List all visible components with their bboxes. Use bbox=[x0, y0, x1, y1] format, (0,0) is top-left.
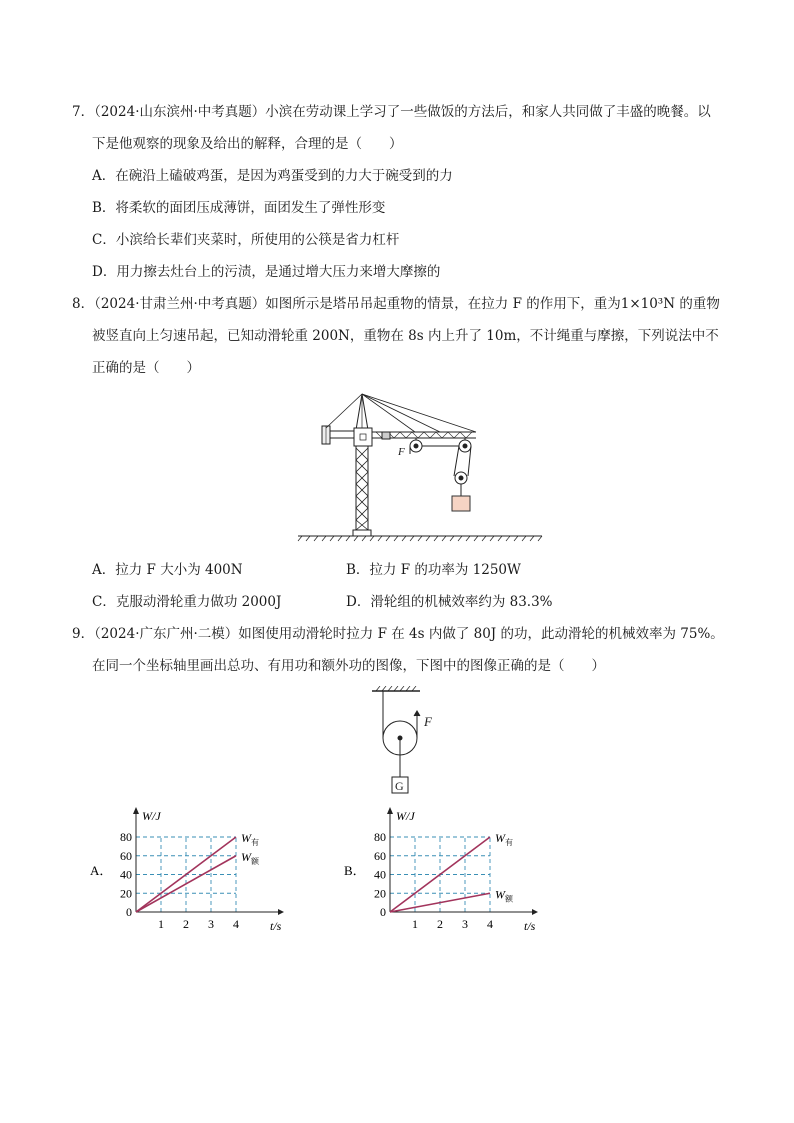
q7-option-c: C．小滨给长辈们夹菜时，所使用的公筷是省力杠杆 bbox=[92, 232, 400, 248]
chart-b-xtick-4: 4 bbox=[487, 917, 493, 931]
chart-b-series-0-label: $W_有$ bbox=[495, 831, 513, 847]
chart-b-xlabel: t/s bbox=[524, 919, 536, 933]
q7-option-b: B．将柔软的面团压成薄饼，面团发生了弹性形变 bbox=[92, 200, 386, 216]
chart-a-ytick-20: 20 bbox=[120, 886, 132, 901]
chart-a-xtick-2: 2 bbox=[183, 917, 189, 931]
q8-stem-line3: 正确的是（ ） bbox=[92, 360, 200, 376]
chart-b-ytick-0: 0 bbox=[380, 905, 386, 919]
pulley-force-label: F bbox=[424, 714, 432, 729]
q9-stem-line2: 在同一个坐标轴里画出总功、有用功和额外功的图像，下图中的图像正确的是（ ） bbox=[92, 658, 605, 674]
q7-stem-line1: 7．（2024·山东滨州·中考真题）小滨在劳动课上学习了一些做饭的方法后，和家人共同做了丰盛的晚餐。以 bbox=[72, 104, 711, 120]
chart-b-ytick-80: 80 bbox=[374, 830, 386, 844]
q7-option-d: D．用力擦去灶台上的污渍，是通过增大压力来增大摩擦的 bbox=[92, 264, 441, 280]
chart-b-xtick-2: 2 bbox=[437, 917, 443, 931]
chart-a-xtick-1: 1 bbox=[158, 917, 164, 931]
q8-option-b: B．拉力 F 的功率为 1250W bbox=[346, 562, 521, 578]
chart-a-option-label: A． bbox=[90, 863, 113, 878]
chart-option-b bbox=[340, 800, 560, 940]
tower-crane-figure bbox=[290, 388, 550, 544]
chart-b-series-1-label: $W_额$ bbox=[495, 887, 513, 904]
chart-a-xtick-4: 4 bbox=[233, 917, 239, 931]
chart-a-ytick-40: 40 bbox=[120, 867, 132, 882]
chart-b-ytick-60: 60 bbox=[374, 848, 386, 863]
chart-b-ytick-40: 40 bbox=[374, 867, 386, 882]
q9-stem-line1: 9．（2024·广东广州·二模）如图使用动滑轮时拉力 F 在 4s 内做了 80J 的功，此动滑轮的机械效率为 75%。 bbox=[72, 626, 724, 642]
chart-a-series-0-label: $W_有$ bbox=[241, 831, 259, 847]
crane-cab bbox=[354, 428, 372, 446]
q8-stem-line2: 被竖直向上匀速吊起，已知动滑轮重 200N，重物在 8s 内上升了 10m，不计绳重与摩擦，下列说法中不 bbox=[92, 328, 719, 344]
chart-b-xtick-1: 1 bbox=[412, 917, 418, 931]
q8-option-a: A．拉力 F 大小为 400N bbox=[92, 562, 243, 578]
chart-b-ylabel: W/J bbox=[396, 809, 415, 823]
chart-a-x-arrow bbox=[278, 909, 284, 915]
q8-stem-line1: 8．（2024·甘肃兰州·中考真题）如图所示是塔吊吊起重物的情景，在拉力 F 的作用下，重为1×10³N 的重物 bbox=[72, 296, 720, 312]
q8-option-d: D．滑轮组的机械效率约为 83.3% bbox=[346, 594, 553, 610]
chart-b-y-arrow bbox=[387, 807, 393, 814]
pulley-weight-label: G bbox=[395, 779, 404, 793]
crane-force-label: F bbox=[398, 446, 405, 458]
chart-a-ylabel: W/J bbox=[142, 809, 161, 823]
movable-pulley-figure bbox=[360, 686, 450, 798]
q8-option-c: C．克服动滑轮重力做功 2000J bbox=[92, 594, 282, 610]
chart-b-option-label: B． bbox=[344, 863, 366, 878]
chart-a-xlabel: t/s bbox=[270, 919, 282, 933]
chart-a-ytick-80: 80 bbox=[120, 830, 132, 844]
chart-b-x-arrow bbox=[532, 909, 538, 915]
chart-a-y-arrow bbox=[133, 807, 139, 814]
chart-a-ytick-60: 60 bbox=[120, 848, 132, 863]
crane-base bbox=[353, 530, 371, 536]
chart-option-a bbox=[86, 800, 306, 940]
chart-b-xtick-3: 3 bbox=[462, 917, 468, 931]
chart-a-xtick-3: 3 bbox=[208, 917, 214, 931]
chart-b-ytick-20: 20 bbox=[374, 886, 386, 901]
chart-a-ytick-0: 0 bbox=[126, 905, 132, 919]
load-box bbox=[452, 496, 470, 511]
q7-option-a: A．在碗沿上磕破鸡蛋，是因为鸡蛋受到的力大于碗受到的力 bbox=[92, 168, 453, 184]
chart-a-series-1-label: $W_额$ bbox=[241, 849, 259, 866]
q7-stem-line2: 下是他观察的现象及给出的解释，合理的是（ ） bbox=[92, 136, 403, 152]
